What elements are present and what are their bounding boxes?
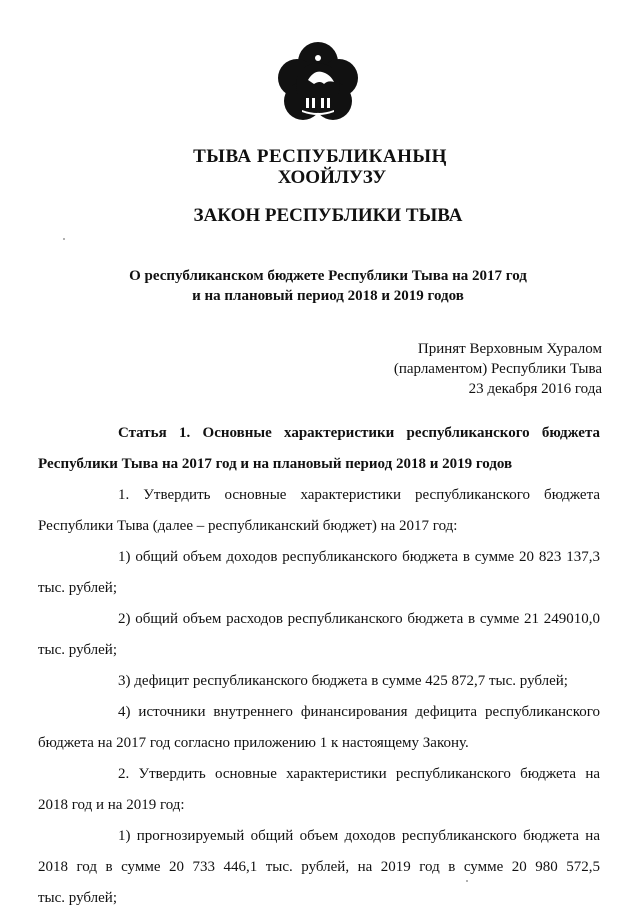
paragraph-6-line-1: 2. Утвердить основные характеристики республиканского бюджета на: [118, 766, 600, 782]
paragraph-6-line-2: 2018 год и на 2019 год:: [38, 797, 185, 813]
paragraph-1-line-1: 1. Утвердить основные характеристики республиканского бюджета: [118, 487, 600, 503]
paragraph-5-line-2: бюджета на 2017 год согласно приложению 1 к настоящему Закону.: [38, 735, 469, 751]
article-title-line-1: Статья 1. Основные характеристики республиканского бюджета: [118, 425, 600, 441]
scan-speck: [63, 238, 65, 240]
paragraph-4-line-1: 3) дефицит республиканского бюджета в сумме 425 872,7 тыс. рублей;: [118, 673, 568, 689]
paragraph-5-line-1: 4) источники внутреннего финансирования дефицита республиканского: [118, 704, 600, 720]
header-line-1: ТЫВА РЕСПУБЛИКАНЫҢ: [193, 146, 447, 167]
paragraph-1-line-2: Республики Тыва (далее – республиканский бюджет) на 2017 год:: [38, 518, 458, 534]
adoption-note: [394, 339, 602, 399]
paragraph-2-line-1: 1) общий объем доходов республиканского бюджета в сумме 20 823 137,3: [118, 549, 600, 565]
paragraph-7-line-3: тыс. рублей;: [38, 890, 117, 906]
paragraph-2-line-2: тыс. рублей;: [38, 580, 117, 596]
adoption-date: 23 декабря 2016 года: [468, 381, 602, 397]
law-subtitle-line-1: О республиканском бюджете Республики Тыва на 2017 год: [129, 268, 527, 284]
paragraph-7-line-1: 1) прогнозируемый общий объем доходов республиканского бюджета на: [118, 828, 600, 844]
paragraph-7-line-2: 2018 год в сумме 20 733 446,1 тыс. рублей, на 2019 год в сумме 20 980 572,5: [38, 859, 600, 875]
law-subtitle-line-2: и на плановый период 2018 и 2019 годов: [192, 288, 464, 304]
article-1: [38, 418, 600, 914]
paragraph-3-line-1: 2) общий объем расходов республиканского бюджета в сумме 21 249010,0: [118, 611, 600, 627]
law-title: ЗАКОН РЕСПУБЛИКИ ТЫВА: [193, 205, 463, 226]
paragraph-3-line-2: тыс. рублей;: [38, 642, 117, 658]
header-line-2: ХООЙЛУЗУ: [277, 167, 387, 188]
tyva-emblem-icon: [276, 40, 360, 124]
article-title-line-2: Республики Тыва на 2017 год и на плановый период 2018 и 2019 годов: [38, 456, 513, 472]
adoption-line-1: Принят Верховным Хуралом: [417, 341, 602, 357]
scan-speck: [466, 880, 468, 882]
adoption-line-2: (парламентом) Республики Тыва: [393, 361, 602, 377]
